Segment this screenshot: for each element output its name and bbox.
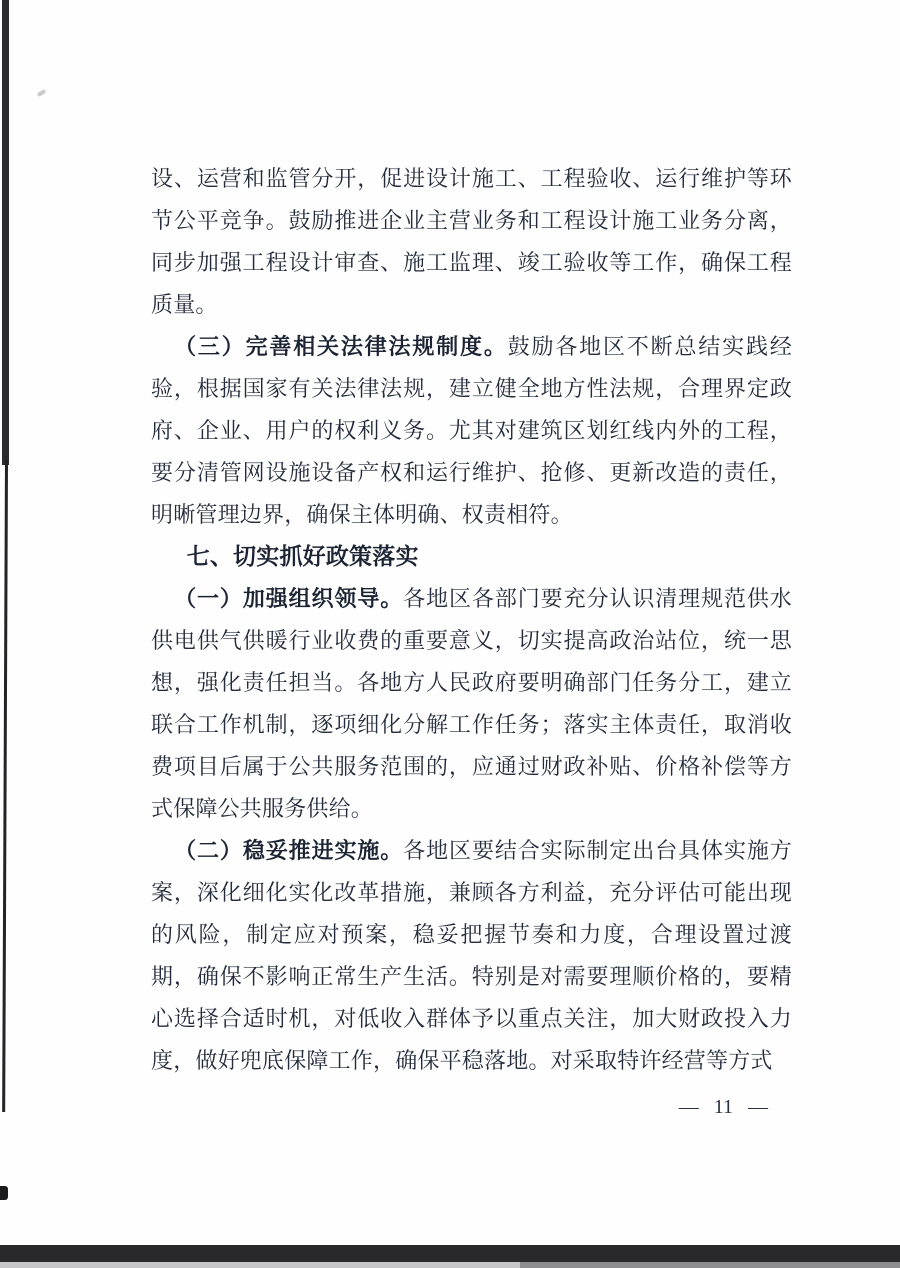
paragraph-item-1 — [151, 578, 792, 830]
scan-speck-artifact — [37, 89, 47, 97]
paragraph-text: 鼓励各地区不断总结实践经验，根据国家有关法律法规，建立健全地方性法规，合理界定政府、企业、用户的权利义务。尤其对建筑区划红线内外的工程，要分清管网设施设备产权和运行维护、抢修、更新改造的责任，明晰管理边界，确保主体明确、权责相符。 — [151, 334, 792, 527]
scan-left-edge-line — [2, 460, 8, 1112]
page-number: — 11 — — [678, 1096, 768, 1118]
paragraph-text: 各地区各部门要充分认识清理规范供水供电供气供暖行业收费的重要意义，切实提高政治站位，统一思想，强化责任担当。各地方人民政府要明确部门任务分工，建立联合工作机制，逐项细化分解工作任务；落实主体责任，取消收费项目后属于公共服务范围的，应通过财政补贴、价格补偿等方式保障公共服务供给。 — [151, 586, 792, 821]
paragraph-lead: （一）加强组织领导。 — [174, 586, 404, 611]
paragraph-continuation — [151, 158, 792, 326]
scan-left-edge-blob — [0, 1186, 8, 1200]
paragraph-item-3 — [151, 326, 792, 536]
paragraph-lead: （二）稳妥推进实施。 — [174, 838, 404, 863]
section-heading: 七、切实抓好政策落实 — [186, 544, 419, 569]
document-body — [151, 158, 792, 1082]
scan-bottom-band-artifact — [0, 1245, 900, 1262]
scan-bottom-gray-right — [520, 1262, 900, 1268]
paragraph-text: 各地区要结合实际制定出台具体实施方案，深化细化实化改革措施，兼顾各方利益，充分评估可能出现的风险，制定应对预案，稳妥把握节奏和力度，合理设置过渡期，确保不影响正常生产生活。特别是对需要理顺价格的，要精心选择合适时机，对低收入群体予以重点关注，加大财政投入力度，做好兜底保障工作，确保平稳落地。对采取特许经营等方式 — [151, 838, 792, 1073]
scan-left-edge-artifact — [2, 0, 9, 465]
paragraph-text: 设、运营和监管分开，促进设计施工、工程验收、运行维护等环节公平竞争。鼓励推进企业主营业务和工程设计施工业务分离，同步加强工程设计审查、施工监理、竣工验收等工作，确保工程质量。 — [151, 166, 792, 317]
paragraph-item-2 — [151, 830, 792, 1082]
paragraph-lead: （三）完善相关法律法规制度。 — [174, 334, 508, 359]
